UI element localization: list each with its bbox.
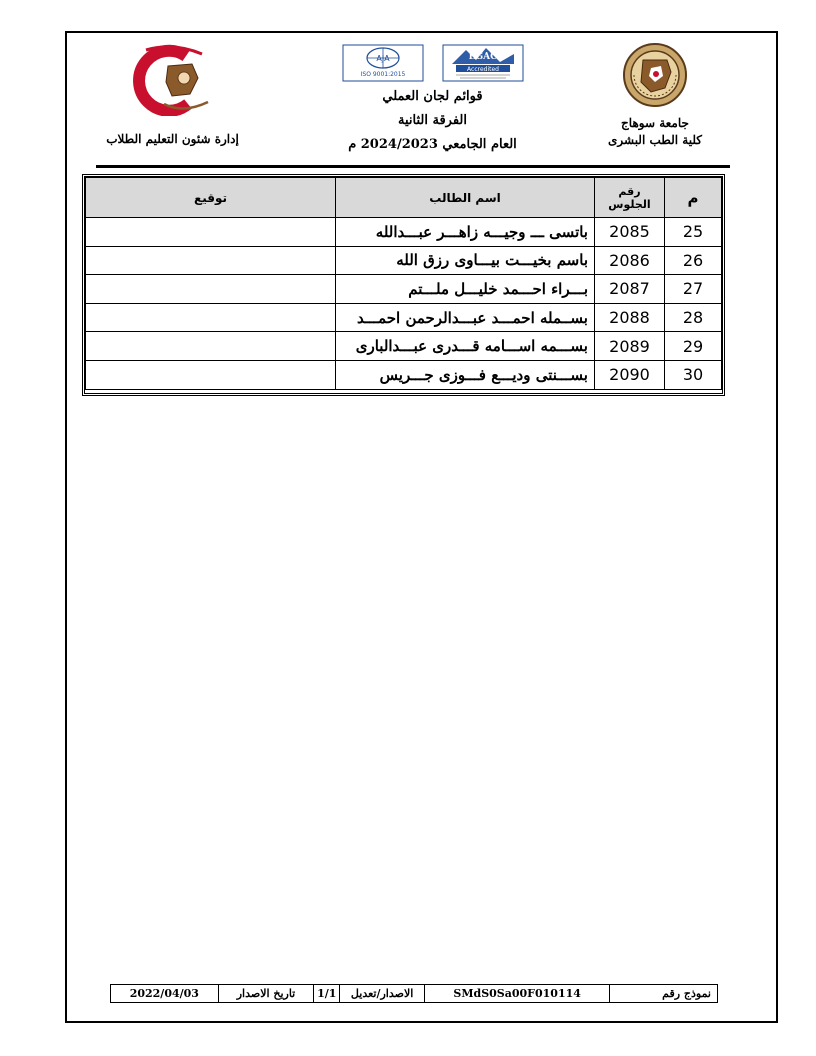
signature-cell bbox=[86, 303, 336, 332]
student-table bbox=[82, 174, 725, 396]
iso-certification-icon bbox=[342, 44, 424, 82]
revision-label: الاصدار/تعديل bbox=[339, 985, 424, 1002]
row-number: 26 bbox=[665, 246, 722, 275]
column-header-name: اسم الطالب bbox=[336, 178, 595, 218]
university-name: جامعة سوهاج bbox=[621, 116, 689, 130]
signature-cell bbox=[86, 360, 336, 389]
academic-year: العام الجامعي 2024/2023 م bbox=[348, 137, 517, 152]
department-header bbox=[100, 44, 245, 146]
student-name: بســمله احمـــد عبـــدالرحمن احمـــد bbox=[336, 303, 595, 332]
seat-number: 2089 bbox=[595, 332, 665, 361]
year-level: الفرقة الثانية bbox=[398, 113, 467, 128]
svg-text:AJA: AJA bbox=[375, 54, 390, 63]
table-header-row bbox=[86, 178, 722, 218]
row-number: 25 bbox=[665, 218, 722, 247]
column-header-signature: توقيع bbox=[86, 178, 336, 218]
form-number-label: نموذج رقم bbox=[609, 985, 717, 1002]
row-number: 29 bbox=[665, 332, 722, 361]
table-row bbox=[86, 303, 722, 332]
faculty-logo-icon bbox=[128, 44, 218, 116]
issue-date-label: تاريخ الاصدار bbox=[218, 985, 314, 1002]
department-name: إدارة شئون التعليم الطلاب bbox=[106, 132, 239, 146]
seat-number: 2085 bbox=[595, 218, 665, 247]
row-number: 27 bbox=[665, 275, 722, 304]
table-row bbox=[86, 218, 722, 247]
table-row bbox=[86, 360, 722, 389]
signature-cell bbox=[86, 218, 336, 247]
student-name: باسم بخيـــت بيـــاوى رزق الله bbox=[336, 246, 595, 275]
university-seal-icon bbox=[622, 42, 688, 108]
table-row bbox=[86, 275, 722, 304]
seat-number: 2088 bbox=[595, 303, 665, 332]
row-number: 28 bbox=[665, 303, 722, 332]
egac-accreditation-icon bbox=[442, 44, 524, 82]
signature-cell bbox=[86, 275, 336, 304]
student-name: بســـمه اســـامه قـــدرى عبـــدالبارى bbox=[336, 332, 595, 361]
signature-cell bbox=[86, 332, 336, 361]
student-name: بـــراء احـــمد خليـــل ملـــتم bbox=[336, 275, 595, 304]
seat-number: 2086 bbox=[595, 246, 665, 275]
signature-cell bbox=[86, 246, 336, 275]
row-number: 30 bbox=[665, 360, 722, 389]
svg-text:Accredited: Accredited bbox=[466, 66, 499, 73]
form-code: SMdS0Sa00F010114 bbox=[424, 985, 609, 1002]
revision-value: 1/1 bbox=[313, 985, 339, 1002]
issue-date: 2022/04/03 bbox=[129, 987, 199, 1000]
form-footer bbox=[110, 984, 718, 1003]
student-name: بســـنتى وديـــع فـــوزى جـــريس bbox=[336, 360, 595, 389]
table-row bbox=[86, 332, 722, 361]
header-rule bbox=[96, 165, 730, 168]
column-header-seat: رقم الجلوس bbox=[595, 178, 665, 218]
faculty-name: كلية الطب البشرى bbox=[607, 133, 703, 147]
svg-text:ISO 9001:2015: ISO 9001:2015 bbox=[360, 71, 405, 78]
table-row bbox=[86, 246, 722, 275]
svg-text:EGAC: EGAC bbox=[468, 52, 497, 62]
document-title: قوائم لجان العملي bbox=[382, 89, 483, 104]
seat-number: 2087 bbox=[595, 275, 665, 304]
center-header bbox=[330, 44, 535, 157]
university-header bbox=[600, 42, 710, 149]
student-name: باتسى ـــ وجيـــه زاهـــر عبـــدالله bbox=[336, 218, 595, 247]
column-header-num: م bbox=[665, 178, 722, 218]
seat-number: 2090 bbox=[595, 360, 665, 389]
